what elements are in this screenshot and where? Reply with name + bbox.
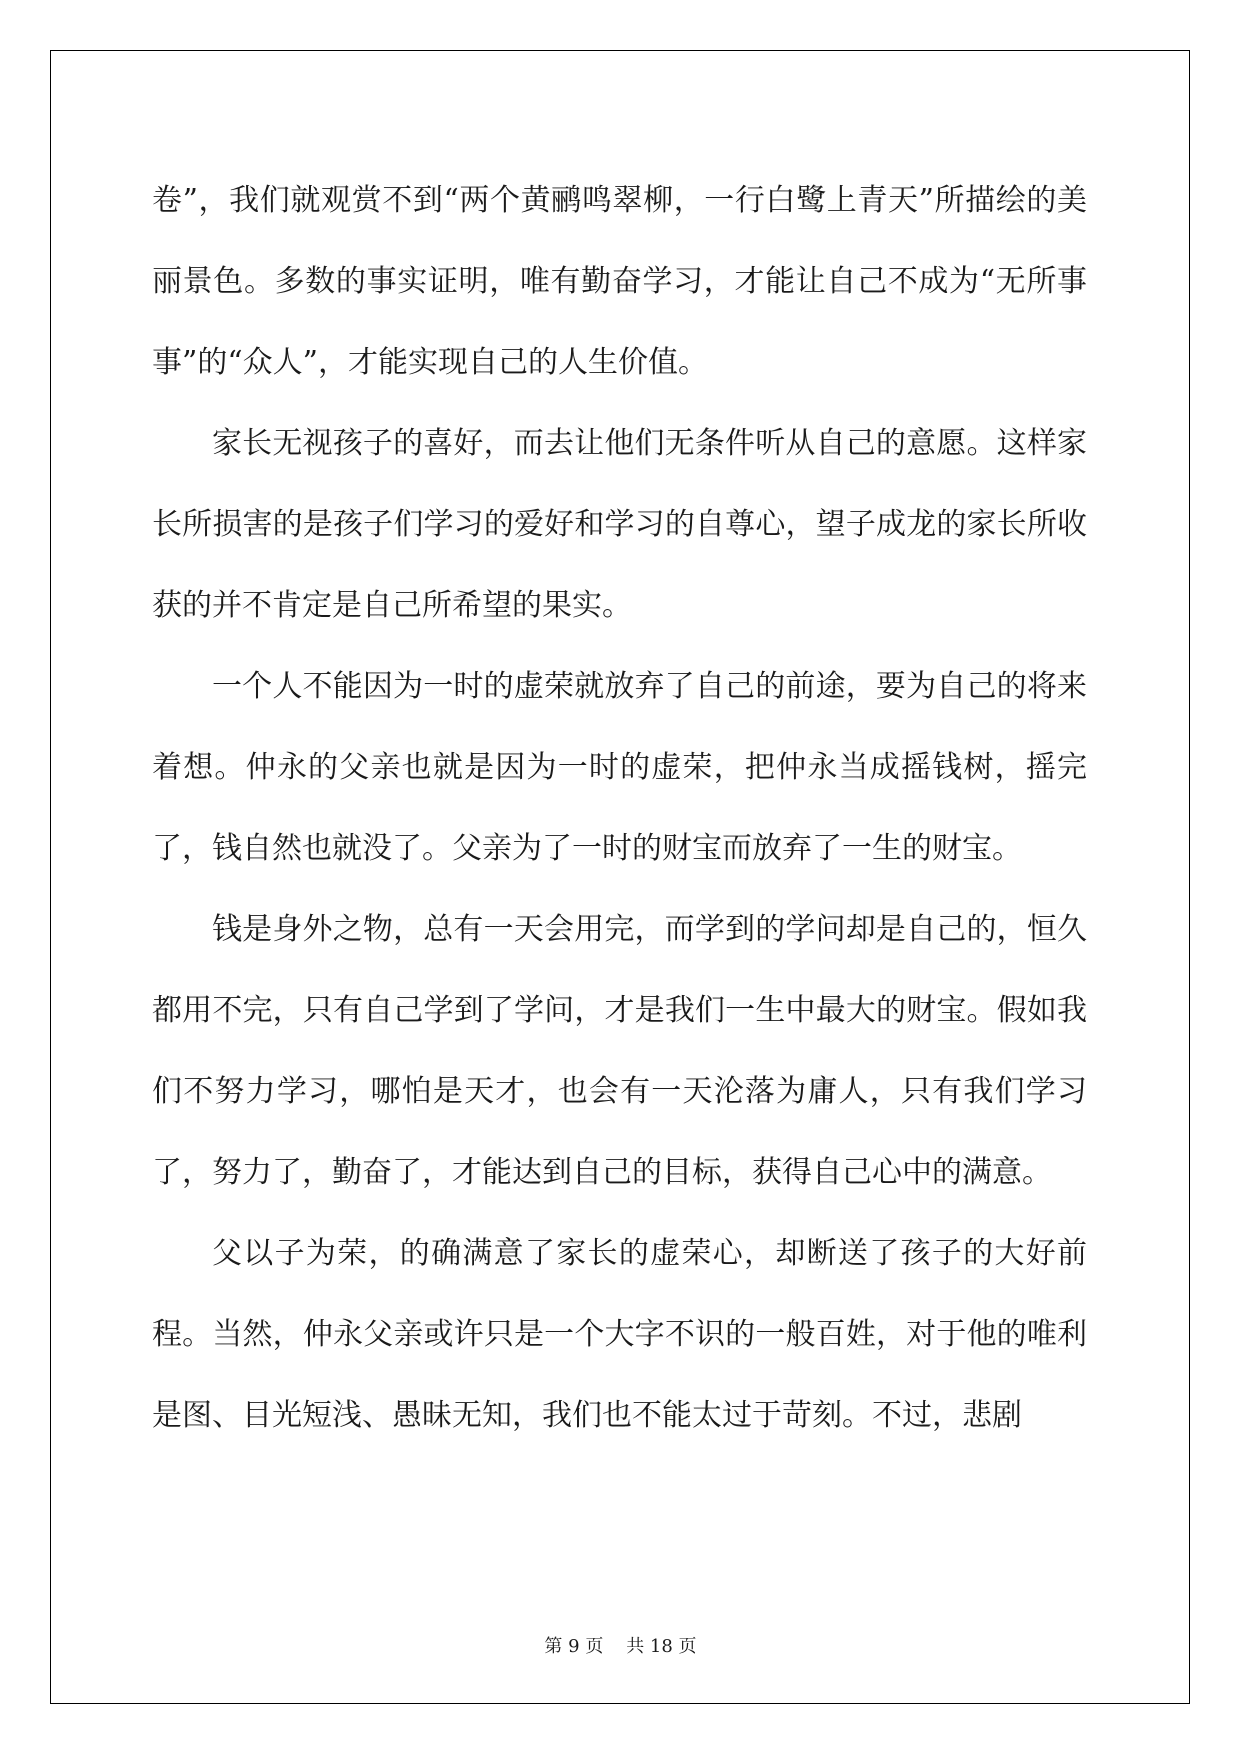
paragraph: 卷”，我们就观赏不到“两个黄鹂鸣翠柳，一行白鹭上青天”所描绘的美丽景色。多数的事实证明，唯有勤奋学习，才能让自己不成为“无所事事”的“众人”，才能实现自己的人生价值。	[152, 183, 1087, 380]
paragraph: 家长无视孩子的喜好，而去让他们无条件听从自己的意愿。这样家长所损害的是孩子们学习的爱好和学习的自尊心，望子成龙的家长所收获的并不肯定是自己所希望的果实。	[152, 426, 1087, 623]
page-number-footer: 第 9 页 共 18 页	[544, 1636, 697, 1657]
paragraph: 钱是身外之物，总有一天会用完，而学到的学问却是自己的，恒久都用不完，只有自己学到了学问，才是我们一生中最大的财宝。假如我们不努力学习，哪怕是天才，也会有一天沦落为庸人，只有我们学习了，努力了，勤奋了，才能达到自己的目标，获得自己心中的满意。	[152, 912, 1087, 1190]
document-body	[152, 160, 1087, 1456]
paragraph: 一个人不能因为一时的虚荣就放弃了自己的前途，要为自己的将来着想。仲永的父亲也就是因为一时的虚荣，把仲永当成摇钱树，摇完了，钱自然也就没了。父亲为了一时的财宝而放弃了一生的财宝。	[152, 669, 1087, 866]
paragraph: 父以子为荣，的确满意了家长的虚荣心，却断送了孩子的大好前程。当然，仲永父亲或许只是一个大字不识的一般百姓，对于他的唯利是图、目光短浅、愚昧无知，我们也不能太过于苛刻。不过，悲剧	[152, 1236, 1087, 1433]
